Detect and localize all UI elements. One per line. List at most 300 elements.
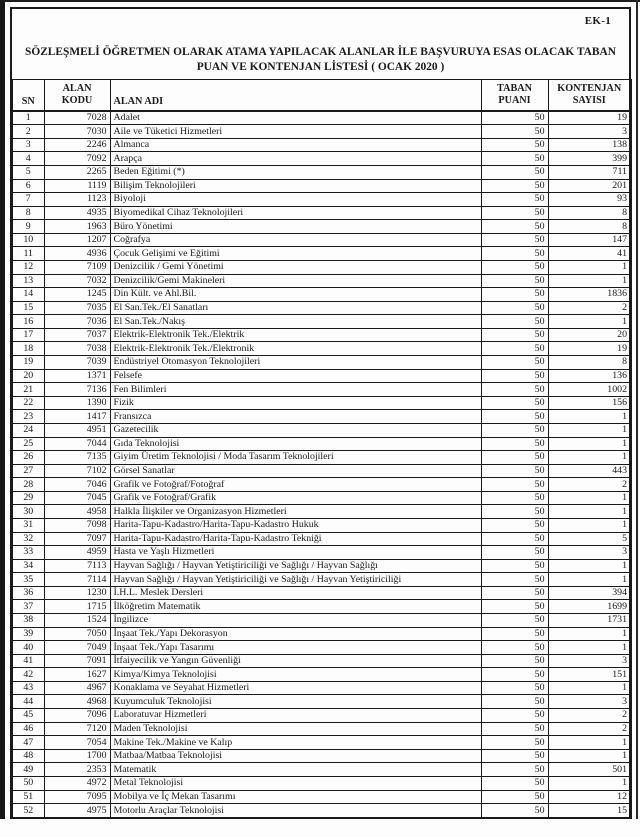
taban-puani-cell: 50 (481, 193, 548, 207)
taban-puani-cell: 50 (481, 518, 548, 532)
alan-adi-cell: İnşaat Tek./Yapı Dekorasyon (110, 627, 481, 641)
table-row (12, 328, 631, 342)
alan-kodu-cell: 1963 (44, 220, 110, 234)
taban-puani-cell: 50 (481, 749, 548, 763)
header-alan-adi: ALAN ADI (110, 80, 481, 111)
document-title (12, 45, 629, 75)
sn-cell: 19 (12, 356, 44, 370)
table-row (12, 288, 631, 302)
header-taban-puani: TABAN PUANI (481, 80, 548, 111)
sn-cell: 11 (12, 247, 44, 261)
table-row (12, 152, 631, 166)
table-row (12, 247, 631, 261)
kontenjan-sayisi-cell: 1 (548, 627, 631, 641)
sn-cell: 23 (12, 410, 44, 424)
table-row (12, 125, 631, 139)
alan-kodu-cell: 7036 (44, 315, 110, 329)
taban-puani-cell: 50 (481, 790, 548, 804)
taban-puani-cell: 50 (481, 111, 548, 125)
kontenjan-sayisi-cell: 8 (548, 220, 631, 234)
kontenjan-sayisi-cell: 1 (548, 260, 631, 274)
alan-adi-cell: İlköğretim Matematik (110, 600, 481, 614)
alan-kodu-cell: 1123 (44, 193, 110, 207)
alan-kodu-cell: 4951 (44, 423, 110, 437)
alan-adi-cell: Büro Yönetimi (110, 220, 481, 234)
alan-adi-cell: Biyomedikal Cihaz Teknolojileri (110, 206, 481, 220)
taban-puani-cell: 50 (481, 288, 548, 302)
taban-puani-cell: 50 (481, 573, 548, 587)
kontenjan-sayisi-cell: 1 (548, 749, 631, 763)
table-row (12, 654, 631, 668)
alan-adi-cell: Hayvan Sağlığı / Hayvan Yetiştiriciliği ve Sağlığı / Hayvan Sağlığı (110, 559, 481, 573)
table-row (12, 111, 631, 125)
sn-cell: 40 (12, 641, 44, 655)
alan-kodu-cell: 7046 (44, 478, 110, 492)
taban-puani-cell: 50 (481, 722, 548, 736)
kontenjan-sayisi-cell: 1 (548, 423, 631, 437)
taban-puani-cell: 50 (481, 301, 548, 315)
taban-puani-cell: 50 (481, 804, 548, 818)
alan-kodu-cell: 1700 (44, 749, 110, 763)
alan-adi-cell: Hasta ve Yaşlı Hizmetleri (110, 546, 481, 560)
table-header-row (12, 80, 631, 111)
sn-cell: 35 (12, 573, 44, 587)
alan-adi-cell: Giyim Üretim Teknolojisi / Moda Tasarım Teknolojileri (110, 451, 481, 465)
table-row (12, 423, 631, 437)
taban-puani-cell: 50 (481, 654, 548, 668)
taban-puani-cell: 50 (481, 464, 548, 478)
alan-kodu-cell: 2353 (44, 763, 110, 777)
alan-adi-cell: Fransızca (110, 410, 481, 424)
alan-kodu-cell: 1524 (44, 614, 110, 628)
alan-adi-cell: Kimya/Kimya Teknolojisi (110, 668, 481, 682)
kontenjan-sayisi-cell: 3 (548, 654, 631, 668)
alan-adi-cell: Konaklama ve Seyahat Hizmetleri (110, 681, 481, 695)
kontenjan-sayisi-cell: 2 (548, 722, 631, 736)
sn-cell: 7 (12, 193, 44, 207)
table-row (12, 722, 631, 736)
alan-kodu-cell: 1371 (44, 369, 110, 383)
kontenjan-sayisi-cell: 2 (548, 301, 631, 315)
alan-kodu-cell: 7113 (44, 559, 110, 573)
taban-puani-cell: 50 (481, 274, 548, 288)
taban-puani-cell: 50 (481, 410, 548, 424)
sn-cell: 3 (12, 138, 44, 152)
sn-cell: 9 (12, 220, 44, 234)
taban-puani-cell: 50 (481, 695, 548, 709)
kontenjan-sayisi-cell: 1 (548, 736, 631, 750)
sn-cell: 30 (12, 505, 44, 519)
alan-kodu-cell: 1245 (44, 288, 110, 302)
alan-adi-cell: Hayvan Sağlığı / Hayvan Yetiştiriciliği ve Sağlığı / Hayvan Yetiştiriciliği (110, 573, 481, 587)
alan-kodu-cell: 7044 (44, 437, 110, 451)
table-row (12, 356, 631, 370)
sn-cell: 12 (12, 260, 44, 274)
scan-edge-top (0, 0, 640, 2)
sn-cell: 38 (12, 614, 44, 628)
alan-kodu-cell: 7095 (44, 790, 110, 804)
taban-puani-cell: 50 (481, 776, 548, 790)
sn-cell: 8 (12, 206, 44, 220)
sn-cell: 16 (12, 315, 44, 329)
taban-puani-cell: 50 (481, 383, 548, 397)
alan-adi-cell: Denizcilik / Gemi Yönetimi (110, 260, 481, 274)
sn-cell: 31 (12, 518, 44, 532)
alan-kodu-cell: 7092 (44, 152, 110, 166)
kontenjan-sayisi-cell: 394 (548, 586, 631, 600)
kontenjan-sayisi-cell: 1 (548, 505, 631, 519)
kontenjan-sayisi-cell: 711 (548, 165, 631, 179)
kontenjan-sayisi-cell: 15 (548, 804, 631, 818)
table-row (12, 804, 631, 818)
alan-kodu-cell: 1715 (44, 600, 110, 614)
sn-cell: 43 (12, 681, 44, 695)
alan-kodu-cell: 7049 (44, 641, 110, 655)
table-row (12, 573, 631, 587)
kontenjan-sayisi-cell: 1 (548, 573, 631, 587)
taban-puani-cell: 50 (481, 260, 548, 274)
table-row (12, 790, 631, 804)
kontenjan-sayisi-cell: 12 (548, 790, 631, 804)
alan-adi-cell: İ.H.L. Meslek Dersleri (110, 586, 481, 600)
alan-adi-cell: Fen Bilimleri (110, 383, 481, 397)
sn-cell: 25 (12, 437, 44, 451)
kontenjan-sayisi-cell: 1 (548, 274, 631, 288)
alan-kodu-cell: 7102 (44, 464, 110, 478)
kontenjan-sayisi-cell: 8 (548, 356, 631, 370)
taban-puani-cell: 50 (481, 491, 548, 505)
taban-puani-cell: 50 (481, 532, 548, 546)
header-kontenjan-sayisi: KONTENJAN SAYISI (548, 80, 631, 111)
sn-cell: 33 (12, 546, 44, 560)
alan-kodu-cell: 7109 (44, 260, 110, 274)
alan-adi-cell: Adalet (110, 111, 481, 125)
alan-kodu-cell: 7038 (44, 342, 110, 356)
alan-adi-cell: Harita-Tapu-Kadastro/Harita-Tapu-Kadastro Hukuk (110, 518, 481, 532)
alan-adi-cell: Elektrik-Elektronik Tek./Elektronik (110, 342, 481, 356)
alan-adi-cell: Bilişim Teknolojileri (110, 179, 481, 193)
table-row (12, 464, 631, 478)
alan-adi-cell: Din Kült. ve Ahl.Bil. (110, 288, 481, 302)
table-body (12, 111, 631, 819)
table-row (12, 600, 631, 614)
sn-cell: 32 (12, 532, 44, 546)
content-box (10, 7, 631, 819)
alan-kodu-cell: 4936 (44, 247, 110, 261)
table-row (12, 342, 631, 356)
document-title-line2: PUAN VE KONTENJAN LİSTESİ ( OCAK 2020 ) (196, 60, 445, 73)
table-row (12, 668, 631, 682)
alan-adi-cell: Motorlu Araçlar Teknolojisi (110, 804, 481, 818)
kontenjan-sayisi-cell: 147 (548, 233, 631, 247)
alan-kodu-cell: 7054 (44, 736, 110, 750)
alan-kodu-cell: 4968 (44, 695, 110, 709)
kontenjan-sayisi-cell: 1002 (548, 383, 631, 397)
alan-kodu-cell: 4935 (44, 206, 110, 220)
taban-puani-cell: 50 (481, 220, 548, 234)
table-row (12, 736, 631, 750)
alan-kodu-cell: 1627 (44, 668, 110, 682)
kontenjan-sayisi-cell: 1 (548, 491, 631, 505)
alan-kodu-cell: 7030 (44, 125, 110, 139)
alan-adi-cell: Aile ve Tüketici Hizmetleri (110, 125, 481, 139)
kontenjan-sayisi-cell: 136 (548, 369, 631, 383)
table-row (12, 274, 631, 288)
table-row (12, 383, 631, 397)
taban-puani-cell: 50 (481, 179, 548, 193)
alan-kodu-cell: 7120 (44, 722, 110, 736)
kontenjan-sayisi-cell: 501 (548, 763, 631, 777)
header-alan-kodu: ALAN KODU (44, 80, 110, 111)
table-row (12, 233, 631, 247)
table-row (12, 206, 631, 220)
taban-puani-cell: 50 (481, 641, 548, 655)
sn-cell: 42 (12, 668, 44, 682)
alan-kodu-cell: 7037 (44, 328, 110, 342)
taban-puani-cell: 50 (481, 165, 548, 179)
taban-puani-cell: 50 (481, 328, 548, 342)
sn-cell: 44 (12, 695, 44, 709)
table-row (12, 451, 631, 465)
sn-cell: 4 (12, 152, 44, 166)
alan-kodu-cell: 1390 (44, 396, 110, 410)
table-row (12, 586, 631, 600)
alan-kodu-cell: 4967 (44, 681, 110, 695)
taban-puani-cell: 50 (481, 600, 548, 614)
table-row (12, 559, 631, 573)
sn-cell: 5 (12, 165, 44, 179)
kontenjan-sayisi-cell: 1 (548, 451, 631, 465)
sn-cell: 15 (12, 301, 44, 315)
sn-cell: 50 (12, 776, 44, 790)
sn-cell: 21 (12, 383, 44, 397)
table-row (12, 301, 631, 315)
table-row (12, 260, 631, 274)
sn-cell: 34 (12, 559, 44, 573)
alan-kodu-cell: 4959 (44, 546, 110, 560)
table-row (12, 396, 631, 410)
table-row (12, 437, 631, 451)
sn-cell: 10 (12, 233, 44, 247)
table-row (12, 410, 631, 424)
alan-adi-cell: Maden Teknolojisi (110, 722, 481, 736)
taban-puani-cell: 50 (481, 125, 548, 139)
taban-puani-cell: 50 (481, 342, 548, 356)
alan-adi-cell: Grafik ve Fotoğraf/Fotoğraf (110, 478, 481, 492)
alan-adi-cell: Gazetecilik (110, 423, 481, 437)
alan-kodu-cell: 7135 (44, 451, 110, 465)
table-row (12, 179, 631, 193)
sn-cell: 22 (12, 396, 44, 410)
kontenjan-sayisi-cell: 1 (548, 559, 631, 573)
alan-kodu-cell: 1207 (44, 233, 110, 247)
taban-puani-cell: 50 (481, 505, 548, 519)
taban-puani-cell: 50 (481, 152, 548, 166)
alan-adi-cell: El San.Tek./Nakış (110, 315, 481, 329)
alan-kodu-cell: 2265 (44, 165, 110, 179)
taban-puani-cell: 50 (481, 478, 548, 492)
taban-puani-cell: 50 (481, 451, 548, 465)
alan-kodu-cell: 7035 (44, 301, 110, 315)
alan-adi-cell: Halkla İlişkiler ve Organizasyon Hizmetleri (110, 505, 481, 519)
alan-kodu-cell: 1417 (44, 410, 110, 424)
sn-cell: 28 (12, 478, 44, 492)
alan-adi-cell: Matematik (110, 763, 481, 777)
scan-edge-right (636, 0, 638, 819)
alan-adi-cell: Coğrafya (110, 233, 481, 247)
alan-adi-cell: Kuyumculuk Teknolojisi (110, 695, 481, 709)
kontenjan-sayisi-cell: 1 (548, 518, 631, 532)
sn-cell: 45 (12, 709, 44, 723)
sn-cell: 51 (12, 790, 44, 804)
table-row (12, 369, 631, 383)
sn-cell: 39 (12, 627, 44, 641)
alan-adi-cell: El San.Tek./El Sanatları (110, 301, 481, 315)
kontenjan-sayisi-cell: 3 (548, 125, 631, 139)
taban-puani-cell: 50 (481, 763, 548, 777)
kontenjan-sayisi-cell: 1 (548, 776, 631, 790)
table-row (12, 315, 631, 329)
alan-adi-cell: Beden Eğitimi (*) (110, 165, 481, 179)
alan-adi-cell: Görsel Sanatlar (110, 464, 481, 478)
kontenjan-sayisi-cell: 1 (548, 410, 631, 424)
table-row (12, 695, 631, 709)
scan-edge-left (0, 0, 5, 819)
alan-adi-cell: İnşaat Tek./Yapı Tasarımı (110, 641, 481, 655)
sn-cell: 26 (12, 451, 44, 465)
table-row (12, 681, 631, 695)
alan-kodu-cell: 7136 (44, 383, 110, 397)
taban-puani-cell: 50 (481, 315, 548, 329)
taban-puani-cell: 50 (481, 233, 548, 247)
alan-kodu-cell: 7098 (44, 518, 110, 532)
kontenjan-sayisi-cell: 19 (548, 111, 631, 125)
taban-puani-cell: 50 (481, 614, 548, 628)
table-row (12, 709, 631, 723)
table-row (12, 776, 631, 790)
sn-cell: 27 (12, 464, 44, 478)
alan-adi-cell: Elektrik-Elektronik Tek./Elektrik (110, 328, 481, 342)
kontenjan-sayisi-cell: 1 (548, 315, 631, 329)
taban-puani-cell: 50 (481, 559, 548, 573)
kontenjan-sayisi-cell: 1 (548, 437, 631, 451)
table-row (12, 546, 631, 560)
sn-cell: 18 (12, 342, 44, 356)
kontenjan-sayisi-cell: 443 (548, 464, 631, 478)
alan-adi-cell: Biyoloji (110, 193, 481, 207)
sn-cell: 46 (12, 722, 44, 736)
alan-adi-cell: Matbaa/Matbaa Teknolojisi (110, 749, 481, 763)
quota-table (11, 79, 632, 819)
kontenjan-sayisi-cell: 1 (548, 641, 631, 655)
alan-adi-cell: Gıda Teknolojisi (110, 437, 481, 451)
alan-kodu-cell: 1230 (44, 586, 110, 600)
kontenjan-sayisi-cell: 3 (548, 695, 631, 709)
alan-kodu-cell: 7039 (44, 356, 110, 370)
table-row (12, 478, 631, 492)
kontenjan-sayisi-cell: 8 (548, 206, 631, 220)
taban-puani-cell: 50 (481, 586, 548, 600)
alan-adi-cell: İngilizce (110, 614, 481, 628)
alan-kodu-cell: 7096 (44, 709, 110, 723)
kontenjan-sayisi-cell: 201 (548, 179, 631, 193)
kontenjan-sayisi-cell: 138 (548, 138, 631, 152)
alan-kodu-cell: 1119 (44, 179, 110, 193)
alan-adi-cell: Arapça (110, 152, 481, 166)
taban-puani-cell: 50 (481, 369, 548, 383)
table-row (12, 641, 631, 655)
sn-cell: 13 (12, 274, 44, 288)
alan-kodu-cell: 7032 (44, 274, 110, 288)
kontenjan-sayisi-cell: 93 (548, 193, 631, 207)
kontenjan-sayisi-cell: 19 (548, 342, 631, 356)
kontenjan-sayisi-cell: 5 (548, 532, 631, 546)
sn-cell: 49 (12, 763, 44, 777)
alan-adi-cell: Mobilya ve İç Mekan Tasarımı (110, 790, 481, 804)
kontenjan-sayisi-cell: 151 (548, 668, 631, 682)
taban-puani-cell: 50 (481, 681, 548, 695)
alan-adi-cell: Grafik ve Fotoğraf/Grafik (110, 491, 481, 505)
taban-puani-cell: 50 (481, 138, 548, 152)
header-sn: SN (12, 80, 44, 111)
alan-kodu-cell: 7050 (44, 627, 110, 641)
sn-cell: 52 (12, 804, 44, 818)
table-row (12, 532, 631, 546)
table-row (12, 193, 631, 207)
kontenjan-sayisi-cell: 2 (548, 709, 631, 723)
table-row (12, 505, 631, 519)
alan-adi-cell: Makine Tek./Makine ve Kalıp (110, 736, 481, 750)
taban-puani-cell: 50 (481, 668, 548, 682)
kontenjan-sayisi-cell: 1 (548, 681, 631, 695)
alan-kodu-cell: 7091 (44, 654, 110, 668)
alan-kodu-cell: 4975 (44, 804, 110, 818)
sn-cell: 48 (12, 749, 44, 763)
taban-puani-cell: 50 (481, 437, 548, 451)
alan-adi-cell: Felsefe (110, 369, 481, 383)
sn-cell: 29 (12, 491, 44, 505)
alan-kodu-cell: 7045 (44, 491, 110, 505)
table-row (12, 763, 631, 777)
alan-adi-cell: Almanca (110, 138, 481, 152)
alan-adi-cell: Denizcilik/Gemi Makineleri (110, 274, 481, 288)
alan-adi-cell: Laboratuvar Hizmetleri (110, 709, 481, 723)
alan-kodu-cell: 4958 (44, 505, 110, 519)
taban-puani-cell: 50 (481, 546, 548, 560)
taban-puani-cell: 50 (481, 396, 548, 410)
kontenjan-sayisi-cell: 399 (548, 152, 631, 166)
sn-cell: 17 (12, 328, 44, 342)
table-row (12, 749, 631, 763)
alan-adi-cell: Harita-Tapu-Kadastro/Harita-Tapu-Kadastro Tekniği (110, 532, 481, 546)
sn-cell: 24 (12, 423, 44, 437)
alan-kodu-cell: 7114 (44, 573, 110, 587)
sn-cell: 1 (12, 111, 44, 125)
alan-kodu-cell: 7028 (44, 111, 110, 125)
kontenjan-sayisi-cell: 2 (548, 478, 631, 492)
kontenjan-sayisi-cell: 156 (548, 396, 631, 410)
kontenjan-sayisi-cell: 41 (548, 247, 631, 261)
alan-kodu-cell: 7097 (44, 532, 110, 546)
taban-puani-cell: 50 (481, 627, 548, 641)
document-title-line1: SÖZLEŞMELİ ÖĞRETMEN OLARAK ATAMA YAPILACAK ALANLAR İLE BAŞVURUYA ESAS OLACAK TABAN (25, 46, 616, 58)
table-row (12, 627, 631, 641)
taban-puani-cell: 50 (481, 709, 548, 723)
alan-adi-cell: Çocuk Gelişimi ve Eğitimi (110, 247, 481, 261)
kontenjan-sayisi-cell: 1731 (548, 614, 631, 628)
sn-cell: 6 (12, 179, 44, 193)
sn-cell: 47 (12, 736, 44, 750)
